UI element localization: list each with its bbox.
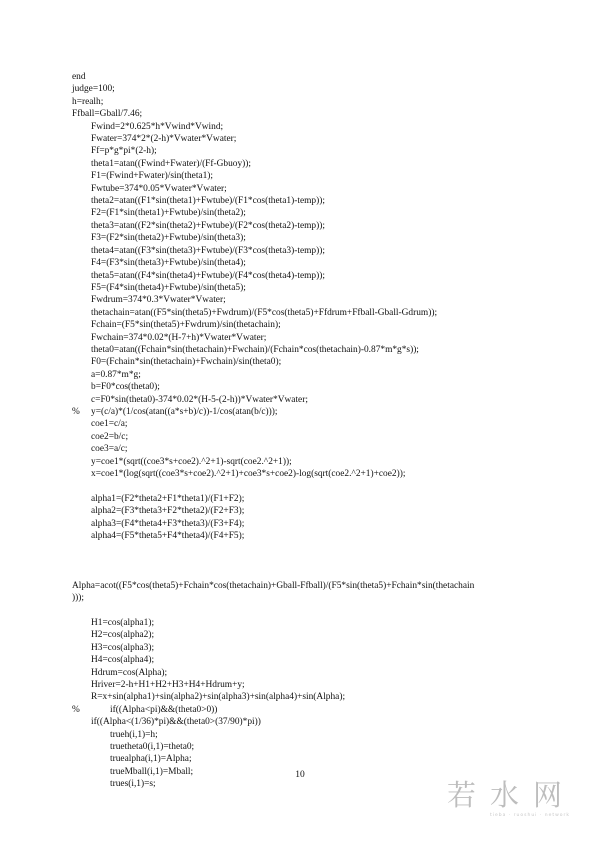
- code-text: Ffball=Gball/7.46;: [72, 109, 143, 120]
- code-text: H4=cos(alpha4);: [91, 655, 155, 666]
- code-text: Fwchain=374*0.02*(H-7+h)*Vwater*Vwater;: [91, 332, 267, 343]
- code-line: [72, 667, 572, 679]
- code-line: [72, 232, 572, 244]
- code-text: H2=cos(alpha2);: [91, 630, 155, 641]
- code-line: [72, 480, 572, 492]
- code-text: F1=(Fwind+Fwater)/sin(theta1);: [91, 171, 214, 182]
- code-line: [72, 170, 572, 182]
- code-line: [72, 71, 572, 83]
- code-text: y=coe1*(sqrt((coe3*s+coe2).^2+1)-sqrt(coe2.^2+1));: [91, 456, 292, 467]
- code-text: thetachain=atan((F5*sin(theta5)+Fwdrum)/(F5*cos(theta5)+Ffdrum+Ffball-Gball-Gdrum));: [91, 307, 438, 318]
- code-text: Fwtube=374*0.05*Vwater*Vwater;: [91, 183, 227, 194]
- code-line: [72, 530, 572, 542]
- code-text: theta0=atan((Fchain*sin(thetachain)+Fwchain)/(Fchain*cos(thetachain)-0.87*m*g*s));: [91, 344, 419, 355]
- code-text: h=realh;: [72, 96, 104, 107]
- code-line: [72, 456, 572, 468]
- code-line: [72, 493, 572, 505]
- code-line: [72, 592, 572, 604]
- code-line: [72, 729, 572, 741]
- code-text: a=0.87*m*g;: [91, 369, 141, 380]
- code-text: truealpha(i,1)=Alpha;: [110, 754, 192, 765]
- code-line: [72, 121, 572, 133]
- code-line: [72, 642, 572, 654]
- code-text: trueh(i,1)=h;: [110, 729, 158, 740]
- code-line: [72, 220, 572, 232]
- code-text: c=F0*sin(theta0)-374*0.02*(H-5-(2-h))*Vwater*Vwater;: [91, 394, 308, 405]
- code-listing: [72, 71, 572, 791]
- code-line: [72, 716, 572, 728]
- code-text: )));: [72, 593, 84, 604]
- code-text: Alpha=acot((F5*cos(theta5)+Fchain*cos(thetachain)+Gball-Ffball)/(F5*sin(theta5)+Fchain*sin(thetachain: [72, 580, 475, 591]
- code-text: coe3=a/c;: [91, 444, 128, 455]
- code-line: [72, 555, 572, 567]
- code-text: Hriver=2-h+H1+H2+H3+H4+Hdrum+y;: [91, 679, 245, 690]
- code-line: [72, 394, 572, 406]
- code-text: theta4=atan((F3*sin(theta3)+Fwtube)/(F3*cos(theta3)-temp));: [91, 245, 325, 256]
- code-text: trues(i,1)=s;: [110, 779, 156, 790]
- code-line: [72, 282, 572, 294]
- code-line: [72, 741, 572, 753]
- watermark-subtext: tieba · ruoshui · network: [489, 813, 570, 818]
- code-line: [72, 108, 572, 120]
- code-line: [72, 567, 572, 579]
- code-line: [72, 654, 572, 666]
- code-line: [72, 158, 572, 170]
- code-text: F4=(F3*sin(theta3)+Fwtube)/sin(theta4);: [91, 258, 246, 269]
- code-text: alpha3=(F4*theta4+F3*theta3)/(F3+F4);: [91, 518, 245, 529]
- code-text: Fwdrum=374*0.3*Vwater*Vwater;: [91, 295, 226, 306]
- code-line: [72, 294, 572, 306]
- code-text: theta2=atan((F1*sin(theta1)+Fwtube)/(F1*cos(theta1)-temp));: [91, 196, 325, 207]
- code-line: [72, 518, 572, 530]
- code-line: [72, 257, 572, 269]
- code-line: [72, 270, 572, 282]
- code-line: [72, 406, 572, 418]
- code-line: [72, 369, 572, 381]
- code-line: [72, 207, 572, 219]
- code-text: theta3=atan((F2*sin(theta2)+Fwtube)/(F2*cos(theta2)-temp));: [91, 220, 325, 231]
- code-line: [72, 83, 572, 95]
- code-text: coe2=b/c;: [91, 431, 129, 442]
- code-line: [72, 542, 572, 554]
- code-line: [72, 183, 572, 195]
- code-text: trueMball(i,1)=Mball;: [110, 766, 194, 777]
- code-text: coe1=c/a;: [91, 419, 128, 430]
- code-text: alpha2=(F3*theta3+F2*theta2)/(F2+F3);: [91, 506, 245, 517]
- code-text: H3=cos(alpha3);: [91, 642, 155, 653]
- comment-marker: %: [72, 406, 80, 417]
- code-line: [72, 356, 572, 368]
- code-text: F5=(F4*sin(theta4)+Fwtube)/sin(theta5);: [91, 282, 246, 293]
- code-text: H1=cos(alpha1);: [91, 617, 155, 628]
- code-line: [72, 679, 572, 691]
- code-line: [72, 381, 572, 393]
- code-line: [72, 691, 572, 703]
- code-line: [72, 604, 572, 616]
- code-line: [72, 195, 572, 207]
- code-text: end: [72, 72, 86, 82]
- code-line: [72, 307, 572, 319]
- code-text: Fchain=(F5*sin(theta5)+Fwdrum)/sin(thetachain);: [91, 320, 281, 331]
- code-text: truetheta0(i,1)=theta0;: [110, 741, 195, 752]
- code-line: [72, 629, 572, 641]
- code-text: theta1=atan((Fwind+Fwater)/(Ff-Gbuoy));: [91, 158, 252, 169]
- code-line: [72, 753, 572, 765]
- code-line: [72, 145, 572, 157]
- code-text: F2=(F1*sin(theta1)+Fwtube)/sin(theta2);: [91, 208, 246, 219]
- code-line: [72, 245, 572, 257]
- code-line: [72, 418, 572, 430]
- code-line: [72, 580, 572, 592]
- code-text: alpha1=(F2*theta2+F1*theta1)/(F1+F2);: [91, 493, 245, 504]
- code-line: [72, 96, 572, 108]
- code-text: R=x+sin(alpha1)+sin(alpha2)+sin(alpha3)+sin(alpha4)+sin(Alpha);: [91, 692, 346, 703]
- code-text: if((Alpha<(1/36)*pi)&&(theta0>(37/90)*pi)): [91, 717, 261, 728]
- code-text: Fwind=2*0.625*h*Vwind*Vwind;: [91, 121, 224, 132]
- code-line: [72, 704, 572, 716]
- code-text: if((Alpha<pi)&&(theta0>0)): [110, 704, 218, 715]
- watermark-text: 若水网: [446, 778, 576, 812]
- code-line: [72, 319, 572, 331]
- code-text: x=coe1*(log(sqrt((coe3*s+coe2).^2+1)+coe3*s+coe2)-log(sqrt(coe2.^2+1)+coe2));: [91, 469, 406, 479]
- code-text: Hdrum=cos(Alpha);: [91, 667, 168, 678]
- code-line: [72, 344, 572, 356]
- code-text: judge=100;: [72, 84, 115, 95]
- code-text: F3=(F2*sin(theta2)+Fwtube)/sin(theta3);: [91, 233, 246, 244]
- code-text: Ff=p*g*pi*(2-h);: [91, 146, 157, 157]
- code-line: [72, 133, 572, 145]
- code-text: theta5=atan((F4*sin(theta4)+Fwtube)/(F4*cos(theta4)-temp));: [91, 270, 325, 281]
- code-text: Fwater=374*2*(2-h)*Vwater*Vwater;: [91, 134, 237, 145]
- code-line: [72, 332, 572, 344]
- code-line: [72, 617, 572, 629]
- code-text: b=F0*cos(theta0);: [91, 382, 160, 393]
- code-line: [72, 443, 572, 455]
- comment-marker: %: [72, 704, 80, 715]
- code-text: F0=(Fchain*sin(thetachain)+Fwchain)/sin(theta0);: [91, 357, 282, 368]
- code-line: [72, 505, 572, 517]
- watermark-logo: [426, 773, 576, 825]
- code-line: [72, 468, 572, 480]
- page-number: 10: [295, 770, 305, 780]
- code-line: [72, 431, 572, 443]
- code-text: alpha4=(F5*theta5+F4*theta4)/(F4+F5);: [91, 531, 245, 542]
- code-text: y=(c/a)*(1/cos(atan((a*s+b)/c))-1/cos(atan(b/c)));: [91, 406, 278, 417]
